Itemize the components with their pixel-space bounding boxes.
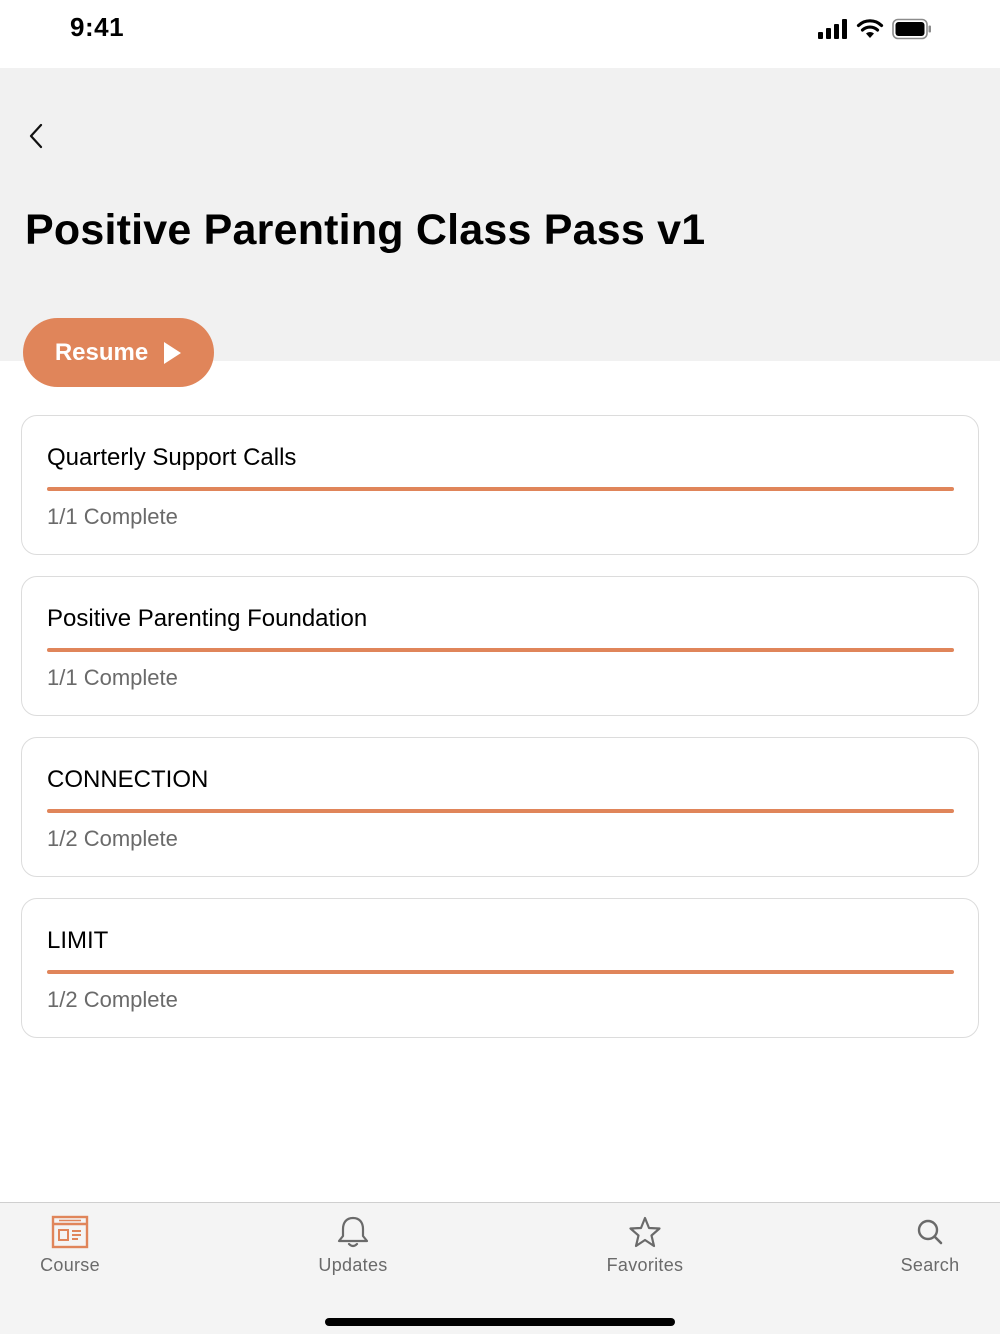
module-progress-fill	[47, 487, 954, 491]
status-bar	[0, 0, 1000, 68]
tab-course[interactable]	[0, 1215, 140, 1276]
search-icon	[912, 1215, 948, 1249]
module-card-connection[interactable]	[21, 737, 979, 877]
module-card-quarterly-support-calls[interactable]	[21, 415, 979, 555]
module-progress-bar	[47, 648, 954, 652]
module-status: 1/1 Complete	[47, 665, 178, 690]
star-icon	[627, 1215, 663, 1249]
status-icons	[818, 18, 932, 40]
module-status: 1/2 Complete	[47, 826, 178, 851]
module-progress-bar	[47, 487, 954, 491]
back-button[interactable]	[18, 118, 54, 154]
home-indicator	[325, 1318, 675, 1326]
module-title: CONNECTION	[47, 766, 209, 793]
tab-label: Course	[40, 1255, 100, 1275]
status-time: 9:41	[70, 12, 125, 42]
module-card-limit[interactable]	[21, 898, 979, 1038]
resume-label: Resume	[54, 338, 149, 366]
module-card-positive-parenting-foundation[interactable]	[21, 576, 979, 716]
module-title: LIMIT	[47, 927, 109, 954]
tab-search[interactable]	[860, 1215, 1000, 1276]
module-status: 1/2 Complete	[47, 987, 178, 1012]
module-progress-bar	[47, 970, 954, 974]
tab-bar	[0, 1202, 1000, 1334]
module-title: Quarterly Support Calls	[47, 444, 297, 471]
play-icon	[162, 341, 182, 365]
module-status: 1/1 Complete	[47, 504, 178, 529]
wifi-icon	[856, 19, 884, 39]
module-progress-bar	[47, 809, 954, 813]
tab-favorites[interactable]	[575, 1215, 715, 1276]
tab-label: Updates	[318, 1255, 388, 1275]
resume-button[interactable]	[23, 318, 214, 387]
module-progress-fill	[47, 809, 954, 813]
module-title: Positive Parenting Foundation	[47, 605, 368, 632]
module-progress-fill	[47, 648, 954, 652]
battery-icon	[892, 18, 932, 40]
chevron-left-icon	[28, 123, 44, 149]
page-title: Positive Parenting Class Pass v1	[25, 206, 706, 254]
tab-updates[interactable]	[283, 1215, 423, 1276]
course-icon	[51, 1215, 89, 1249]
tab-label: Favorites	[606, 1255, 684, 1275]
bell-icon	[335, 1215, 371, 1249]
module-list	[21, 415, 979, 1059]
module-progress-fill	[47, 970, 954, 974]
cellular-signal-icon	[818, 19, 848, 39]
tab-label: Search	[900, 1255, 960, 1275]
